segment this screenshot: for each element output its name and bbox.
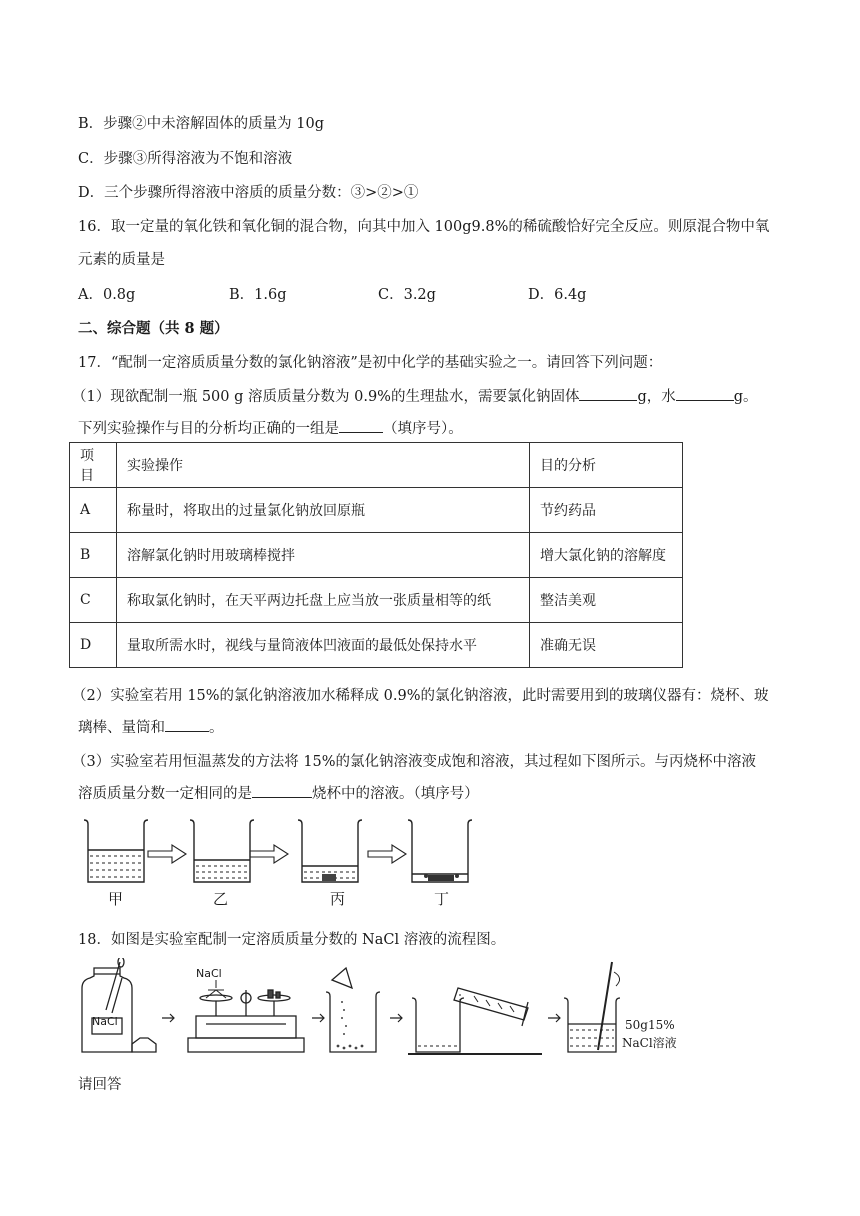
solution-label-name: NaCl溶液 — [622, 1036, 677, 1050]
table-cell: C — [70, 578, 117, 623]
answer-blank-salt[interactable] — [579, 386, 637, 401]
q17-part1-text-b: g，水 — [637, 389, 676, 405]
q16-option-b: B．1.6g — [229, 287, 287, 303]
q17-part2-line2 — [78, 716, 224, 737]
table-cell: 量取所需水时，视线与量筒液体凹液面的最低处保持水平 — [117, 623, 530, 668]
q17-part3-line2 — [78, 782, 479, 803]
beaker-jia — [84, 820, 148, 882]
table-cell: 称取氯化钠时，在天平两边托盘上应当放一张质量相等的纸 — [117, 578, 530, 623]
table-header-cell: 实验操作 — [117, 443, 530, 488]
q16-stem-line2: 元素的质量是 — [78, 252, 165, 268]
beaker-yi — [190, 820, 254, 882]
bottle-label: NaCl — [92, 1015, 118, 1028]
table-cell: 整洁美观 — [530, 578, 683, 623]
table-cell: D — [70, 623, 117, 668]
experiment-table — [69, 442, 683, 668]
balance-drawing — [188, 980, 304, 1052]
beaker-label: 甲 — [108, 890, 124, 908]
table-cell: 准确无误 — [530, 623, 683, 668]
q15-option-c: C．步骤③所得溶液为不饱和溶液 — [78, 151, 293, 167]
q18-intro: 18．如图是实验室配制一定溶质质量分数的 NaCl 溶液的流程图。 — [78, 932, 506, 948]
q15-option-b: B．步骤②中未溶解固体的质量为 10g — [78, 116, 324, 132]
solution-preparation-flow-figure — [76, 958, 676, 1058]
beaker-label: 乙 — [213, 890, 229, 908]
evaporation-beakers-figure — [76, 812, 476, 912]
section-title: 二、综合题（共 8 题） — [78, 320, 229, 337]
q18-after: 请回答 — [78, 1077, 122, 1093]
q17-part3-text-b: 烧杯中的溶液。（填序号） — [312, 786, 479, 802]
table-header-cell: 目的分析 — [530, 443, 683, 488]
q16-stem-line1: 16．取一定量的氧化铁和氧化铜的混合物，向其中加入 100g9.8%的稀硫酸恰好完全反应。则原混合物中氧 — [78, 219, 770, 235]
beaker-label: 丁 — [434, 890, 450, 908]
q17-part3-line1: （3）实验室若用恒温蒸发的方法将 15%的氯化钠溶液变成饱和溶液，其过程如下图所示。与丙烧杯中溶液 — [72, 754, 757, 770]
q17-part3-text-a: 溶质质量分数一定相同的是 — [78, 786, 252, 802]
q17-part1-line2 — [78, 417, 463, 438]
q16-option-d: D．6.4g — [528, 287, 587, 303]
beaker-label: 丙 — [330, 890, 346, 908]
q17-part2-text-a: 璃棒、量筒和 — [78, 720, 165, 736]
table-cell: 增大氯化钠的溶解度 — [530, 533, 683, 578]
q17-part2-line1: （2）实验室若用 15%的氯化钠溶液加水稀释成 0.9%的氯化钠溶液，此时需要用到的玻璃仪器有：烧杯、玻 — [72, 688, 769, 704]
beaker-bing — [298, 820, 362, 882]
answer-blank-instrument[interactable] — [165, 717, 209, 732]
q17-part1-text-a: （1）现欲配制一瓶 500 g 溶质质量分数为 0.9%的生理盐水，需要氯化钠固体 — [72, 389, 580, 405]
table-header-row — [70, 443, 683, 488]
table-cell: 溶解氯化钠时用玻璃棒搅拌 — [117, 533, 530, 578]
pouring-cylinder-drawing — [408, 988, 542, 1054]
balance-label: NaCl — [196, 967, 222, 980]
table-row — [70, 578, 683, 623]
reagent-bottle-drawing — [82, 958, 156, 1052]
beaker-ding — [408, 820, 472, 882]
table-cell: B — [70, 533, 117, 578]
table-row — [70, 623, 683, 668]
table-row — [70, 533, 683, 578]
answer-blank-choice[interactable] — [339, 418, 383, 433]
stir-beaker-drawing — [564, 962, 620, 1052]
q17-intro: 17．“配制一定溶质质量分数的氯化钠溶液”是初中化学的基础实验之一。请回答下列问题： — [78, 355, 663, 371]
q17-part2-text-b: 。 — [209, 720, 224, 736]
table-row — [70, 488, 683, 533]
q16-option-a: A．0.8g — [78, 287, 136, 303]
table-cell: 称量时，将取出的过量氯化钠放回原瓶 — [117, 488, 530, 533]
answer-blank-beaker[interactable] — [252, 783, 312, 798]
table-header-cell: 项目 — [70, 443, 117, 488]
answer-blank-water[interactable] — [676, 386, 734, 401]
solution-label-mass: 50g15% — [625, 1018, 675, 1032]
q17-part1-text-c: g。 — [733, 389, 758, 405]
table-cell: 节约药品 — [530, 488, 683, 533]
q17-part1-line2-text-a: 下列实验操作与目的分析均正确的一组是 — [78, 421, 339, 437]
q16-option-c: C．3.2g — [378, 287, 436, 303]
dissolve-beaker-drawing — [326, 968, 380, 1052]
q17-part1-line2-text-b: （填序号）。 — [383, 421, 463, 437]
q15-option-d: D．三个步骤所得溶液中溶质的质量分数：③>②>① — [78, 185, 419, 201]
q17-part1 — [72, 385, 758, 406]
table-cell: A — [70, 488, 117, 533]
